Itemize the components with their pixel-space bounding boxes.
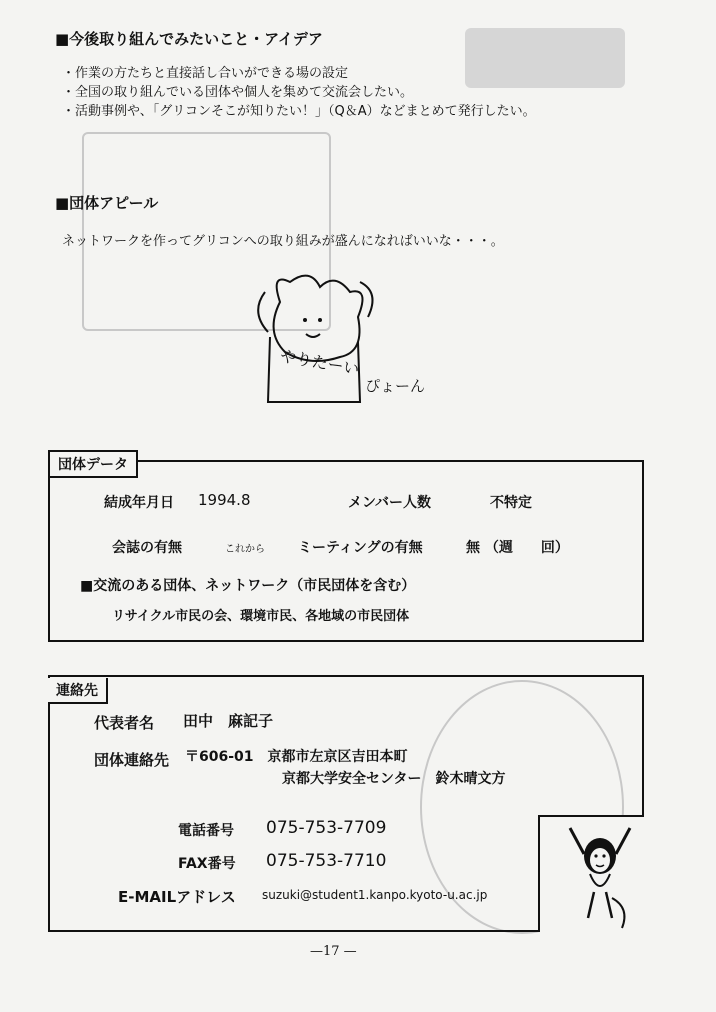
email-label: E-MAILアドレス <box>118 888 236 906</box>
bulletin-label: 会誌の有無 <box>112 540 182 556</box>
bulletin-value: これから <box>225 544 265 555</box>
email-value: suzuki@student1.kanpo.kyoto-u.ac.jp <box>262 888 488 902</box>
members-label: メンバー人数 <box>348 495 432 511</box>
network-heading: ■交流のある団体、ネットワーク（市民団体を含む） <box>80 578 416 594</box>
members-value: 不特定 <box>490 495 532 511</box>
network-value: リサイクル市民の会、環境市民、各地域の市民団体 <box>112 609 410 624</box>
rep-label: 代表者名 <box>94 714 155 732</box>
drawing-text-yaritai: やりたーい <box>278 346 361 379</box>
addr-label: 団体連絡先 <box>94 751 170 769</box>
fax-value: 075-753-7710 <box>266 851 387 871</box>
bleed-box-top <box>465 28 625 88</box>
future-ideas-heading: ■今後取り組んでみたいこと・アイデア <box>55 30 323 48</box>
monkey-icon <box>560 818 640 938</box>
future-ideas-item: ・活動事例や、「グリコンそこが知りたい！」（Q＆A）などまとめて発行したい。 <box>62 104 536 119</box>
rep-value: 田中 麻記子 <box>183 712 274 730</box>
tel-value: 075-753-7709 <box>266 818 387 838</box>
meeting-value: 無 （週 回） <box>466 540 569 556</box>
founded-label: 結成年月日 <box>104 495 174 511</box>
drawing-text-pyon: ぴょーん <box>365 377 426 395</box>
addr-line1: 〒606-01 京都市左京区吉田本町 <box>185 749 408 765</box>
tel-label: 電話番号 <box>178 823 234 839</box>
page-number: —17 — <box>310 944 357 959</box>
group-data-tab: 団体データ <box>48 450 138 478</box>
meeting-label: ミーティングの有無 <box>298 540 423 556</box>
future-ideas-item: ・全国の取り組んでいる団体や個人を集めて交流会したい。 <box>62 85 414 100</box>
future-ideas-item: ・作業の方たちと直接話し合いができる場の設定 <box>62 66 349 81</box>
contact-tab: 連絡先 <box>48 678 108 704</box>
addr-line2: 京都大学安全センター 鈴木晴文方 <box>282 771 506 787</box>
appeal-text: ネットワークを作ってグリコンへの取り組みが盛んになればいいな・・・。 <box>62 234 504 249</box>
fax-label: FAX番号 <box>178 856 236 872</box>
founded-value: 1994.8 <box>198 491 251 509</box>
appeal-heading: ■団体アピール <box>55 194 159 212</box>
